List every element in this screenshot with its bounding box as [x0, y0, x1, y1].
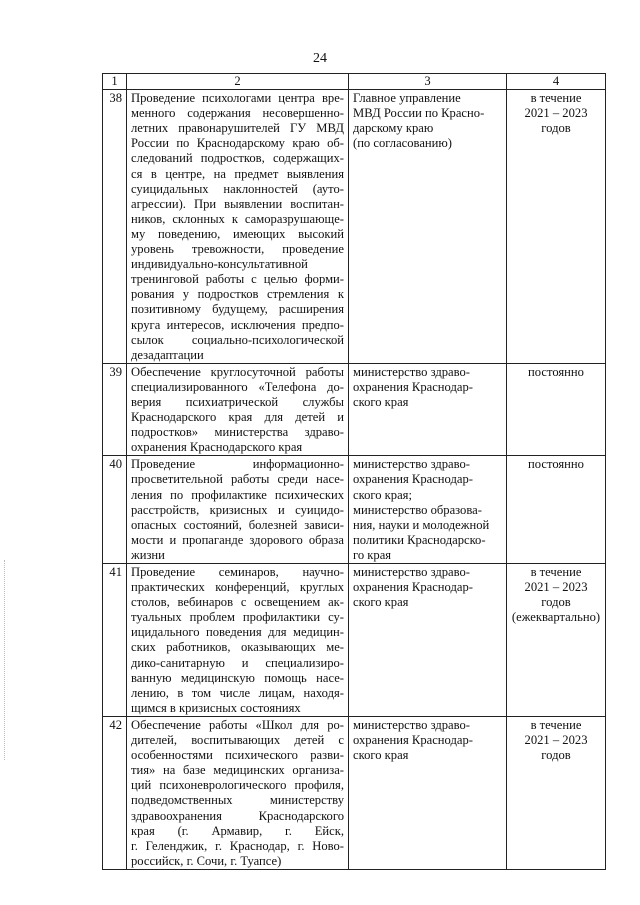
description-line: ций психоневрологического профиля, — [131, 778, 344, 793]
description-line: просветительной работы среди насе- — [131, 472, 344, 487]
responsible-line: министерство здраво- — [353, 717, 470, 732]
table-row — [103, 716, 606, 869]
description-line: подростков» министерства здраво- — [131, 425, 344, 440]
description-line: дико-санитарную и специализиро- — [131, 655, 344, 670]
responsible-line: го края — [353, 547, 392, 562]
description-line: опасных состояний, болезней зависи- — [131, 517, 344, 532]
row-number: 41 — [103, 564, 127, 717]
description-line: Проведение семинаров, научно- — [131, 565, 344, 579]
description-line: здравоохранения Краснодарского — [131, 808, 344, 823]
measure-description — [127, 363, 349, 456]
table-row — [103, 363, 606, 456]
description-line: Краснодарского края для детей и — [131, 410, 344, 425]
responsible-party — [349, 716, 507, 869]
description-line: Обеспечение круглосуточной работы — [131, 364, 344, 379]
table-header-row — [103, 74, 606, 90]
responsible-line: охранения Краснодар- — [353, 472, 473, 487]
description-line: дезадаптации — [131, 347, 204, 362]
description-line: позитивному будущему, расширения — [131, 302, 344, 317]
description-line: туальных проблем профилактики су- — [131, 610, 344, 625]
responsible-line: ского края — [353, 595, 409, 610]
execution-term — [507, 564, 606, 717]
responsible-line: дарскому краю — [353, 121, 434, 136]
responsible-line: политики Краснодарско- — [353, 532, 486, 547]
term-line: 2021 – 2023 — [524, 106, 588, 121]
description-line: практических конференций, круглых — [131, 580, 344, 595]
responsible-line: ского края — [353, 394, 409, 409]
row-number: 39 — [103, 363, 127, 456]
description-line: ся в центре, на предмет выявления — [131, 166, 344, 181]
term-line: постоянно — [528, 457, 584, 472]
responsible-party — [349, 456, 507, 564]
responsible-line: министерство здраво- — [353, 457, 470, 472]
description-line: суицидальных наклонностей (ауто- — [131, 181, 344, 196]
table-row — [103, 456, 606, 564]
column-header: 1 — [103, 74, 127, 90]
responsible-line: ского края; — [353, 487, 412, 502]
table-row — [103, 564, 606, 717]
measure-description — [127, 716, 349, 869]
description-line: г. Геленджик, г. Краснодар, г. Ново- — [131, 838, 344, 853]
row-number: 42 — [103, 716, 127, 869]
description-line: ицидального поведения для медицин- — [131, 625, 344, 640]
execution-term — [507, 90, 606, 364]
description-line: специализированного «Телефона до- — [131, 379, 344, 394]
description-line: ских работников, оказывающих ме- — [131, 640, 344, 655]
table-body — [103, 90, 606, 870]
description-line: России по Краснодарскому краю об- — [131, 136, 344, 151]
description-line: менного содержания несовершенно- — [131, 106, 344, 121]
description-line: подведомственных министерству — [131, 793, 344, 808]
description-line: му поведению, имеющих высокий — [131, 226, 344, 241]
description-line: агрессии). При выявлении воспитан- — [131, 196, 344, 211]
responsible-line: ния, науки и молодежной — [353, 517, 490, 532]
responsible-line: охранения Краснодар- — [353, 379, 473, 394]
description-line: расстройств, кризисных и суицидо- — [131, 502, 344, 517]
measure-description — [127, 456, 349, 564]
term-line: годов — [541, 595, 571, 610]
responsible-party — [349, 363, 507, 456]
term-line: годов — [541, 748, 571, 763]
description-line: круга интересов, исключения предпо- — [131, 317, 344, 332]
responsible-party — [349, 564, 507, 717]
description-line: Проведение информационно- — [131, 457, 344, 472]
description-line: Проведение психологами центра вре- — [131, 91, 344, 106]
description-line: ления по профилактике психических — [131, 487, 344, 502]
description-line: особенностями психического разви- — [131, 748, 344, 763]
responsible-party — [349, 90, 507, 364]
term-line: 2021 – 2023 — [524, 733, 588, 748]
measure-description — [127, 564, 349, 717]
description-line: дителей, воспитывающих детей с — [131, 733, 344, 748]
term-line: в течение — [530, 91, 582, 106]
term-line: постоянно — [528, 364, 584, 379]
description-line: Обеспечение работы «Школ для ро- — [131, 717, 344, 732]
description-line: летних правонарушителей ГУ МВД — [131, 121, 344, 136]
description-line: ванную медицинскую помощь насе- — [131, 670, 344, 685]
description-line: столов, вебинаров с освещением ак- — [131, 595, 344, 610]
table-row — [103, 90, 606, 364]
measure-description — [127, 90, 349, 364]
description-line: рования у подростков стремления к — [131, 287, 344, 302]
responsible-line: министерство здраво- — [353, 364, 470, 379]
responsible-line: (по согласованию) — [353, 136, 453, 151]
description-line: жизни — [131, 547, 165, 562]
execution-term — [507, 363, 606, 456]
scan-edge-mark — [4, 560, 6, 760]
description-line: российск, г. Сочи, г. Туапсе) — [131, 853, 282, 868]
description-line: индивидуально-консультативной — [131, 257, 308, 272]
term-line: в течение — [530, 717, 582, 732]
term-line: (ежеквартально) — [511, 610, 601, 625]
execution-term — [507, 456, 606, 564]
description-line: уровень тревожности, проведение — [131, 242, 344, 257]
description-line: ников, склонных к саморазрушающе- — [131, 211, 344, 226]
responsible-line: МВД России по Красно- — [353, 106, 485, 121]
description-line: сылок социально-психологической — [131, 332, 344, 347]
responsible-line: министерство образова- — [353, 502, 482, 517]
description-line: охранения Краснодарского края — [131, 440, 303, 455]
row-number: 40 — [103, 456, 127, 564]
measures-table — [102, 73, 606, 870]
description-line: мости и пропаганде здорового образа — [131, 532, 344, 547]
term-line: в течение — [530, 565, 582, 579]
description-line: лению, в том числе лицам, находя- — [131, 685, 344, 700]
page-number: 24 — [313, 51, 327, 66]
description-line: верия психиатрической службы — [131, 394, 344, 409]
responsible-line: Главное управление — [353, 91, 461, 106]
responsible-line: охранения Краснодар- — [353, 580, 473, 595]
term-line: годов — [541, 121, 571, 136]
column-header: 3 — [349, 74, 507, 90]
column-header: 2 — [127, 74, 349, 90]
description-line: следований подростков, содержащих- — [131, 151, 344, 166]
description-line: тренинговой работы с целью форми- — [131, 272, 344, 287]
responsible-line: министерство здраво- — [353, 565, 470, 579]
execution-term — [507, 716, 606, 869]
description-line: края (г. Армавир, г. Ейск, — [131, 823, 344, 838]
description-line: щимся в кризисных состояниях — [131, 700, 301, 715]
description-line: тия» на базе медицинских организа- — [131, 763, 344, 778]
responsible-line: охранения Краснодар- — [353, 733, 473, 748]
column-header: 4 — [507, 74, 606, 90]
term-line: 2021 – 2023 — [524, 580, 588, 595]
row-number: 38 — [103, 90, 127, 364]
responsible-line: ского края — [353, 748, 409, 763]
